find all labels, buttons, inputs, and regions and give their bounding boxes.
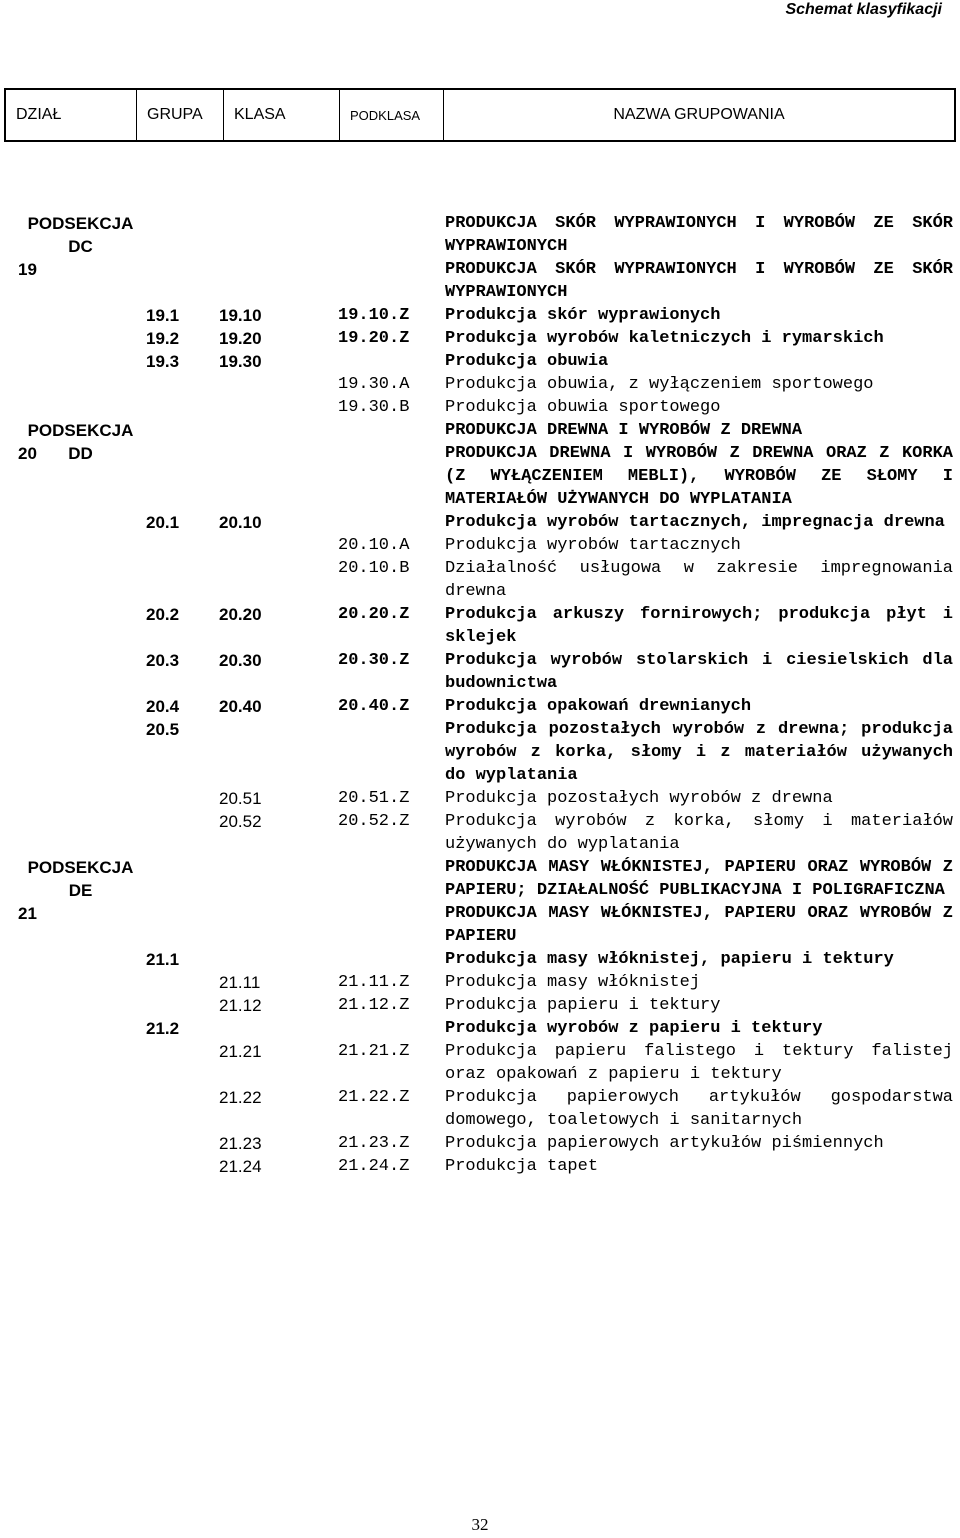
grupa-cell: 19.3 [146,352,180,371]
dzial-cell: PODSEKCJA DD [27,421,134,463]
dzial-cell: 21 [18,904,37,923]
column-header-podklasa: PODKLASA [340,90,444,140]
grupa-cell: 19.2 [146,329,180,348]
nazwa-grupowania-cell: Produkcja wyrobów z korka, słomy i materiałów używanych do wyplatania [445,812,953,854]
klasa-cell: 21.21 [219,1042,262,1061]
podklasa-cell: 19.30.B [338,398,410,417]
grupa-cell: 20.5 [146,720,180,739]
classification-table-body [0,212,960,1178]
column-header-grupa: GRUPA [137,90,224,140]
nazwa-grupowania-cell: Produkcja wyrobów tartacznych [445,536,741,555]
table-row [0,327,960,350]
grupa-cell: 20.2 [146,605,180,624]
podklasa-cell: 19.10.Z [338,306,410,325]
table-row [0,1155,960,1178]
klasa-cell: 21.22 [219,1088,262,1107]
podklasa-cell: 21.22.Z [338,1088,410,1107]
klasa-cell: 19.30 [219,352,262,371]
table-row [0,695,960,718]
table-row [0,649,960,695]
grupa-cell: 19.1 [146,306,180,325]
podklasa-cell: 20.20.Z [338,605,410,624]
nazwa-grupowania-cell: Produkcja tapet [445,1157,599,1176]
table-row [0,1086,960,1132]
table-row [0,810,960,856]
klasa-cell: 19.10 [219,306,262,325]
nazwa-grupowania-cell: Produkcja masy włóknistej [445,973,701,992]
table-row [0,373,960,396]
nazwa-grupowania-cell: PRODUKCJA SKÓR WYPRAWIONYCH I WYROBÓW ZE SKÓR WYPRAWIONYCH [445,260,953,302]
klasa-cell: 21.12 [219,996,262,1015]
grupa-cell: 20.4 [146,697,180,716]
nazwa-grupowania-cell: Produkcja pozostałych wyrobów z drewna [445,789,833,808]
podklasa-cell: 20.52.Z [338,812,410,831]
klasa-cell: 20.30 [219,651,262,670]
nazwa-grupowania-cell: Produkcja obuwia [445,352,609,371]
table-row [0,511,960,534]
dzial-cell: 19 [18,260,37,279]
nazwa-grupowania-cell: Produkcja papieru falistego i tektury falistej oraz opakowań z papieru i tektury [445,1042,953,1084]
table-row [0,948,960,971]
column-header-nazwa-grupowania: NAZWA GRUPOWANIA [613,106,785,123]
nazwa-grupowania-cell: Produkcja papierowych artykułów piśmiennych [445,1134,884,1153]
table-row [0,1017,960,1040]
klasa-cell: 21.11 [219,973,261,992]
nazwa-grupowania-cell: PRODUKCJA DREWNA I WYROBÓW Z DREWNA [445,421,803,440]
klasa-cell: 20.10 [219,513,262,532]
table-row [0,396,960,419]
klasa-cell: 20.51 [219,789,262,808]
nazwa-grupowania-cell: PRODUKCJA SKÓR WYPRAWIONYCH I WYROBÓW ZE SKÓR WYPRAWIONYCH [445,214,953,256]
klasa-cell: 20.20 [219,605,262,624]
dzial-cell: 20 [18,444,37,463]
klasa-cell: 21.24 [219,1157,262,1176]
nazwa-grupowania-cell: Produkcja papierowych artykułów gospodarstwa domowego, toaletowych i sanitarnych [445,1088,953,1130]
nazwa-grupowania-cell: Produkcja pozostałych wyrobów z drewna; produkcja wyrobów z korka, słomy i z materiałów używanych do wyplatania [445,720,953,785]
table-row [0,534,960,557]
table-row [0,557,960,603]
podklasa-cell: 21.21.Z [338,1042,410,1061]
podklasa-cell: 21.12.Z [338,996,410,1015]
nazwa-grupowania-cell: Działalność usługowa w zakresie impregnowania drewna [445,559,953,601]
nazwa-grupowania-cell: Produkcja skór wyprawionych [445,306,721,325]
nazwa-grupowania-cell: Produkcja arkuszy fornirowych; produkcja płyt i sklejek [445,605,953,647]
grupa-cell: 20.1 [146,513,180,532]
table-row [0,902,960,948]
document-header-title: Schemat klasyfikacji [785,1,942,18]
podklasa-cell: 21.24.Z [338,1157,410,1176]
nazwa-grupowania-cell: Produkcja wyrobów kaletniczych i rymarskich [445,329,884,348]
table-row [0,856,960,902]
column-header-klasa: KLASA [224,90,340,140]
column-header-row [4,88,956,142]
nazwa-grupowania-cell: PRODUKCJA MASY WŁÓKNISTEJ, PAPIERU ORAZ WYROBÓW Z PAPIERU; DZIAŁALNOŚĆ PUBLIKACYJNA I POLIGRAFICZNA [445,858,953,900]
podklasa-cell: 20.40.Z [338,697,410,716]
nazwa-grupowania-cell: Produkcja wyrobów tartacznych, impregnacja drewna [445,513,945,532]
table-row [0,442,960,511]
dzial-cell: PODSEKCJA DE [27,858,134,900]
klasa-cell: 20.52 [219,812,262,831]
table-row [0,971,960,994]
nazwa-grupowania-cell: Produkcja wyrobów stolarskich i ciesielskich dla budownictwa [445,651,953,693]
nazwa-grupowania-cell: Produkcja masy włóknistej, papieru i tektury [445,950,894,969]
podklasa-cell: 21.11.Z [338,973,410,992]
grupa-cell: 21.2 [146,1019,180,1038]
podklasa-cell: 20.30.Z [338,651,410,670]
table-row [0,787,960,810]
table-row [0,350,960,373]
table-row [0,304,960,327]
nazwa-grupowania-cell: Produkcja obuwia, z wyłączeniem sportowego [445,375,874,394]
klasa-cell: 19.20 [219,329,262,348]
table-row [0,1040,960,1086]
podklasa-cell: 20.51.Z [338,789,410,808]
nazwa-grupowania-cell: Produkcja opakowań drewnianych [445,697,752,716]
klasa-cell: 21.23 [219,1134,262,1153]
podklasa-cell: 19.30.A [338,375,410,394]
nazwa-grupowania-cell: Produkcja obuwia sportowego [445,398,721,417]
page-number: 32 [471,1515,489,1534]
nazwa-grupowania-cell: Produkcja wyrobów z papieru i tektury [445,1019,823,1038]
podklasa-cell: 20.10.B [338,559,410,578]
podklasa-cell: 19.20.Z [338,329,410,348]
table-row [0,994,960,1017]
dzial-cell: PODSEKCJA DC [27,214,134,256]
table-row [0,603,960,649]
column-header-dzial: DZIAŁ [6,90,137,140]
podklasa-cell: 21.23.Z [338,1134,410,1153]
table-row [0,718,960,787]
table-row [0,212,960,258]
table-row [0,258,960,304]
table-row [0,1132,960,1155]
nazwa-grupowania-cell: Produkcja papieru i tektury [445,996,721,1015]
nazwa-grupowania-cell: PRODUKCJA DREWNA I WYROBÓW Z DREWNA ORAZ Z KORKA (Z WYŁĄCZENIEM MEBLI), WYROBÓW ZE SŁOMY I MATERIAŁÓW UŻYWANYCH DO WYPLATANIA [445,444,953,509]
grupa-cell: 21.1 [146,950,180,969]
nazwa-grupowania-cell: PRODUKCJA MASY WŁÓKNISTEJ, PAPIERU ORAZ WYROBÓW Z PAPIERU [445,904,953,946]
klasa-cell: 20.40 [219,697,262,716]
podklasa-cell: 20.10.A [338,536,410,555]
grupa-cell: 20.3 [146,651,180,670]
